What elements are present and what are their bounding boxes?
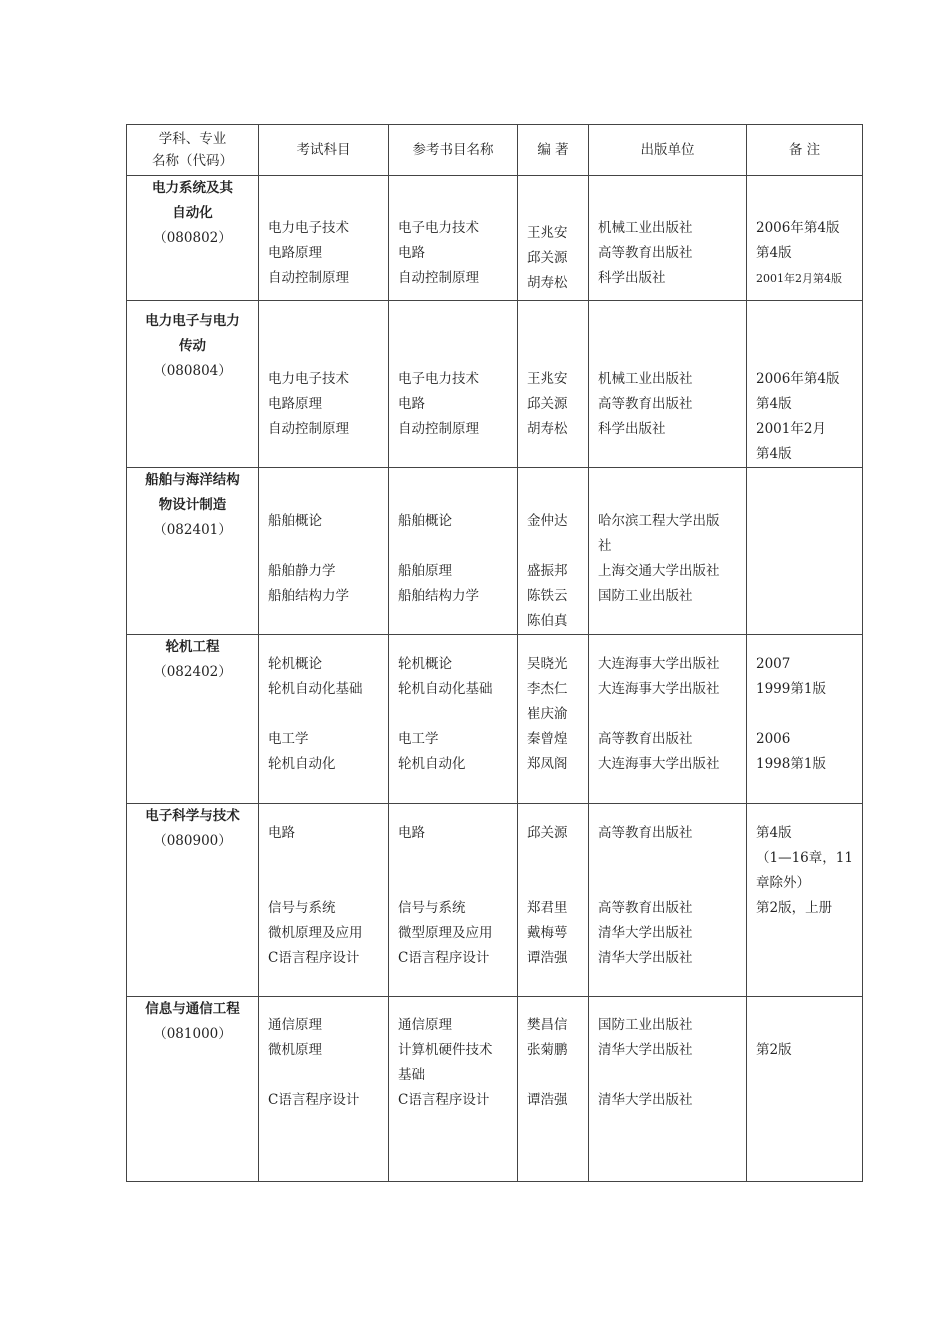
book-title: 自动控制原理 [398, 421, 479, 437]
remark-text: （1—16章，11 [756, 850, 853, 866]
exam-subject: 电力电子技术 [268, 371, 349, 387]
publisher-name: 高等教育出版社 [598, 731, 693, 747]
publisher-cell [589, 468, 747, 635]
table-row [127, 176, 863, 301]
subject-name: 轮机工程 [165, 639, 220, 655]
exam-cell [259, 997, 389, 1182]
author-name: 郑君里 [527, 900, 568, 916]
publisher-name: 高等教育出版社 [598, 825, 693, 841]
exam-subject: 轮机自动化基础 [268, 681, 363, 697]
author-name: 陈伯真 [527, 613, 568, 629]
author-name: 张菊鹏 [527, 1042, 568, 1058]
author-name: 金仲达 [527, 513, 568, 529]
author-name: 樊昌信 [527, 1017, 568, 1033]
remark-text: 第4版 [756, 245, 792, 261]
publisher-name: 清华大学出版社 [598, 1092, 693, 1108]
subject-name: 电子科学与技术 [145, 808, 240, 824]
publisher-name: 国防工业出版社 [598, 1017, 693, 1033]
subject-cell [127, 635, 259, 804]
exam-subject: 电路 [268, 825, 295, 841]
subject-name-cont: 物设计制造 [158, 497, 227, 513]
subject-code: （080804） [153, 363, 232, 379]
publisher-name: 高等教育出版社 [598, 245, 693, 261]
author-name: 王兆安 [527, 225, 568, 241]
remark-text: 章除外） [756, 875, 810, 891]
remark-text: 第4版 [756, 396, 792, 412]
book-cell [389, 997, 518, 1182]
exam-subject: 电力电子技术 [268, 220, 349, 236]
book-title: 微型原理及应用 [398, 925, 493, 941]
subject-name-cont: 自动化 [172, 205, 213, 221]
author-cell [518, 176, 589, 301]
author-cell [518, 635, 589, 804]
author-name: 邱关源 [527, 396, 568, 412]
publisher-name: 高等教育出版社 [598, 396, 693, 412]
exam-subject: 轮机概论 [268, 656, 322, 672]
author-name: 陈铁云 [527, 588, 568, 604]
book-title: 信号与系统 [398, 900, 466, 916]
exam-subject: 电工学 [268, 731, 309, 747]
author-name: 吴晓光 [527, 656, 568, 672]
book-title: 电路 [398, 245, 425, 261]
header-subject-line1: 学科、专业 [158, 131, 227, 147]
remark-text: 第2版 [756, 1042, 792, 1058]
subject-cell [127, 804, 259, 997]
publisher-name: 科学出版社 [598, 421, 666, 437]
header-book: 参考书目名称 [389, 125, 518, 176]
remark-text: 2006年第4版 [756, 220, 840, 236]
remark-text: 2006年第4版 [756, 371, 840, 387]
exam-subject: 微机原理 [268, 1042, 322, 1058]
publisher-name: 科学出版社 [598, 270, 666, 286]
author-name: 邱关源 [527, 250, 568, 266]
author-cell [518, 468, 589, 635]
author-name: 邱关源 [527, 825, 568, 841]
publisher-name: 清华大学出版社 [598, 925, 693, 941]
table-row [127, 997, 863, 1182]
table-row [127, 635, 863, 804]
exam-subject: 电路原理 [268, 245, 322, 261]
subject-name: 电力电子与电力 [145, 313, 240, 329]
remark-text: 2001年2月第4版 [756, 272, 842, 285]
book-cell [389, 635, 518, 804]
table-row [127, 468, 863, 635]
author-name: 郑凤阁 [527, 756, 568, 772]
publisher-cell [589, 804, 747, 997]
exam-subject: C语言程序设计 [268, 950, 360, 966]
remark-cell [747, 997, 863, 1182]
exam-subject: 船舶结构力学 [268, 588, 349, 604]
author-name: 盛振邦 [527, 563, 568, 579]
remark-text: 2006 [756, 731, 791, 747]
publisher-name: 大连海事大学出版社 [598, 656, 720, 672]
subject-cell [127, 301, 259, 468]
author-name: 胡寿松 [527, 421, 568, 437]
remark-text: 1999第1版 [756, 681, 826, 697]
remark-cell [747, 635, 863, 804]
publisher-name: 哈尔滨工程大学出版 [598, 513, 720, 529]
book-cell [389, 468, 518, 635]
book-title: 自动控制原理 [398, 270, 479, 286]
author-name: 谭浩强 [527, 1092, 568, 1108]
subject-code: （082402） [153, 664, 232, 680]
subject-name: 船舶与海洋结构 [145, 472, 240, 488]
remark-text: 1998第1版 [756, 756, 826, 772]
subject-name-cont: 传动 [179, 338, 206, 354]
subject-code: （081000） [153, 1026, 232, 1042]
exam-subject: 通信原理 [268, 1017, 322, 1033]
book-title: 电子电力技术 [398, 220, 479, 236]
header-subject [127, 125, 259, 176]
book-title: 电子电力技术 [398, 371, 479, 387]
exam-cell [259, 635, 389, 804]
remark-text: 第4版 [756, 446, 792, 462]
exam-subject: 电路原理 [268, 396, 322, 412]
book-title: 轮机自动化基础 [398, 681, 493, 697]
book-title: 船舶结构力学 [398, 588, 479, 604]
book-title: C语言程序设计 [398, 950, 490, 966]
book-title: 电路 [398, 825, 425, 841]
book-title: 电路 [398, 396, 425, 412]
subject-cell [127, 468, 259, 635]
publisher-name: 机械工业出版社 [598, 220, 693, 236]
author-name: 秦曾煌 [527, 731, 568, 747]
subject-cell [127, 176, 259, 301]
syllabus-table [126, 124, 863, 1182]
exam-subject: 自动控制原理 [268, 270, 349, 286]
author-name: 李杰仁 [527, 681, 568, 697]
publisher-name: 大连海事大学出版社 [598, 756, 720, 772]
subject-code: （080802） [153, 230, 232, 246]
exam-subject: 微机原理及应用 [268, 925, 363, 941]
book-cell [389, 301, 518, 468]
publisher-name: 清华大学出版社 [598, 950, 693, 966]
subject-name: 电力系统及其 [152, 180, 233, 196]
book-title: C语言程序设计 [398, 1092, 490, 1108]
remark-text: 第4版 [756, 825, 792, 841]
subject-name: 信息与通信工程 [145, 1001, 240, 1017]
remark-cell [747, 468, 863, 635]
book-title: 轮机概论 [398, 656, 452, 672]
subject-code: （080900） [153, 833, 232, 849]
remark-text: 2007 [756, 656, 791, 672]
remark-text: 第2版，上册 [756, 900, 833, 916]
author-name: 王兆安 [527, 371, 568, 387]
author-name: 谭浩强 [527, 950, 568, 966]
book-cell [389, 176, 518, 301]
header-author: 编 著 [518, 125, 589, 176]
header-exam: 考试科目 [259, 125, 389, 176]
header-publisher: 出版单位 [589, 125, 747, 176]
book-title: 轮机自动化 [398, 756, 466, 772]
book-title: 计算机硬件技术 [398, 1042, 493, 1058]
publisher-name: 大连海事大学出版社 [598, 681, 720, 697]
publisher-name: 机械工业出版社 [598, 371, 693, 387]
exam-subject: 自动控制原理 [268, 421, 349, 437]
book-title-cont: 基础 [398, 1067, 425, 1083]
book-cell [389, 804, 518, 997]
remark-cell [747, 301, 863, 468]
header-subject-line2: 名称（代码） [152, 153, 233, 169]
book-title: 通信原理 [398, 1017, 452, 1033]
publisher-cell [589, 176, 747, 301]
exam-cell [259, 301, 389, 468]
remark-cell [747, 176, 863, 301]
exam-subject: C语言程序设计 [268, 1092, 360, 1108]
subject-cell [127, 997, 259, 1182]
subject-code: （082401） [153, 522, 232, 538]
publisher-name: 国防工业出版社 [598, 588, 693, 604]
remark-cell [747, 804, 863, 997]
author-cell [518, 301, 589, 468]
table-row [127, 301, 863, 468]
book-title: 电工学 [398, 731, 439, 747]
exam-subject: 轮机自动化 [268, 756, 336, 772]
header-remark: 备 注 [747, 125, 863, 176]
publisher-name: 高等教育出版社 [598, 900, 693, 916]
author-cell [518, 804, 589, 997]
remark-text: 2001年2月 [756, 421, 826, 437]
exam-subject: 船舶静力学 [268, 563, 336, 579]
exam-cell [259, 468, 389, 635]
author-name: 崔庆渝 [527, 706, 568, 722]
publisher-cell [589, 301, 747, 468]
publisher-cell [589, 635, 747, 804]
exam-subject: 信号与系统 [268, 900, 336, 916]
table-row [127, 804, 863, 997]
author-cell [518, 997, 589, 1182]
publisher-cell [589, 997, 747, 1182]
header-row [127, 125, 863, 176]
author-name: 胡寿松 [527, 275, 568, 291]
book-title: 船舶原理 [398, 563, 452, 579]
book-title: 船舶概论 [398, 513, 452, 529]
exam-subject: 船舶概论 [268, 513, 322, 529]
publisher-name-cont: 社 [598, 538, 612, 554]
publisher-name: 上海交通大学出版社 [598, 563, 720, 579]
author-name: 戴梅萼 [527, 925, 568, 941]
exam-cell [259, 804, 389, 997]
exam-cell [259, 176, 389, 301]
publisher-name: 清华大学出版社 [598, 1042, 693, 1058]
